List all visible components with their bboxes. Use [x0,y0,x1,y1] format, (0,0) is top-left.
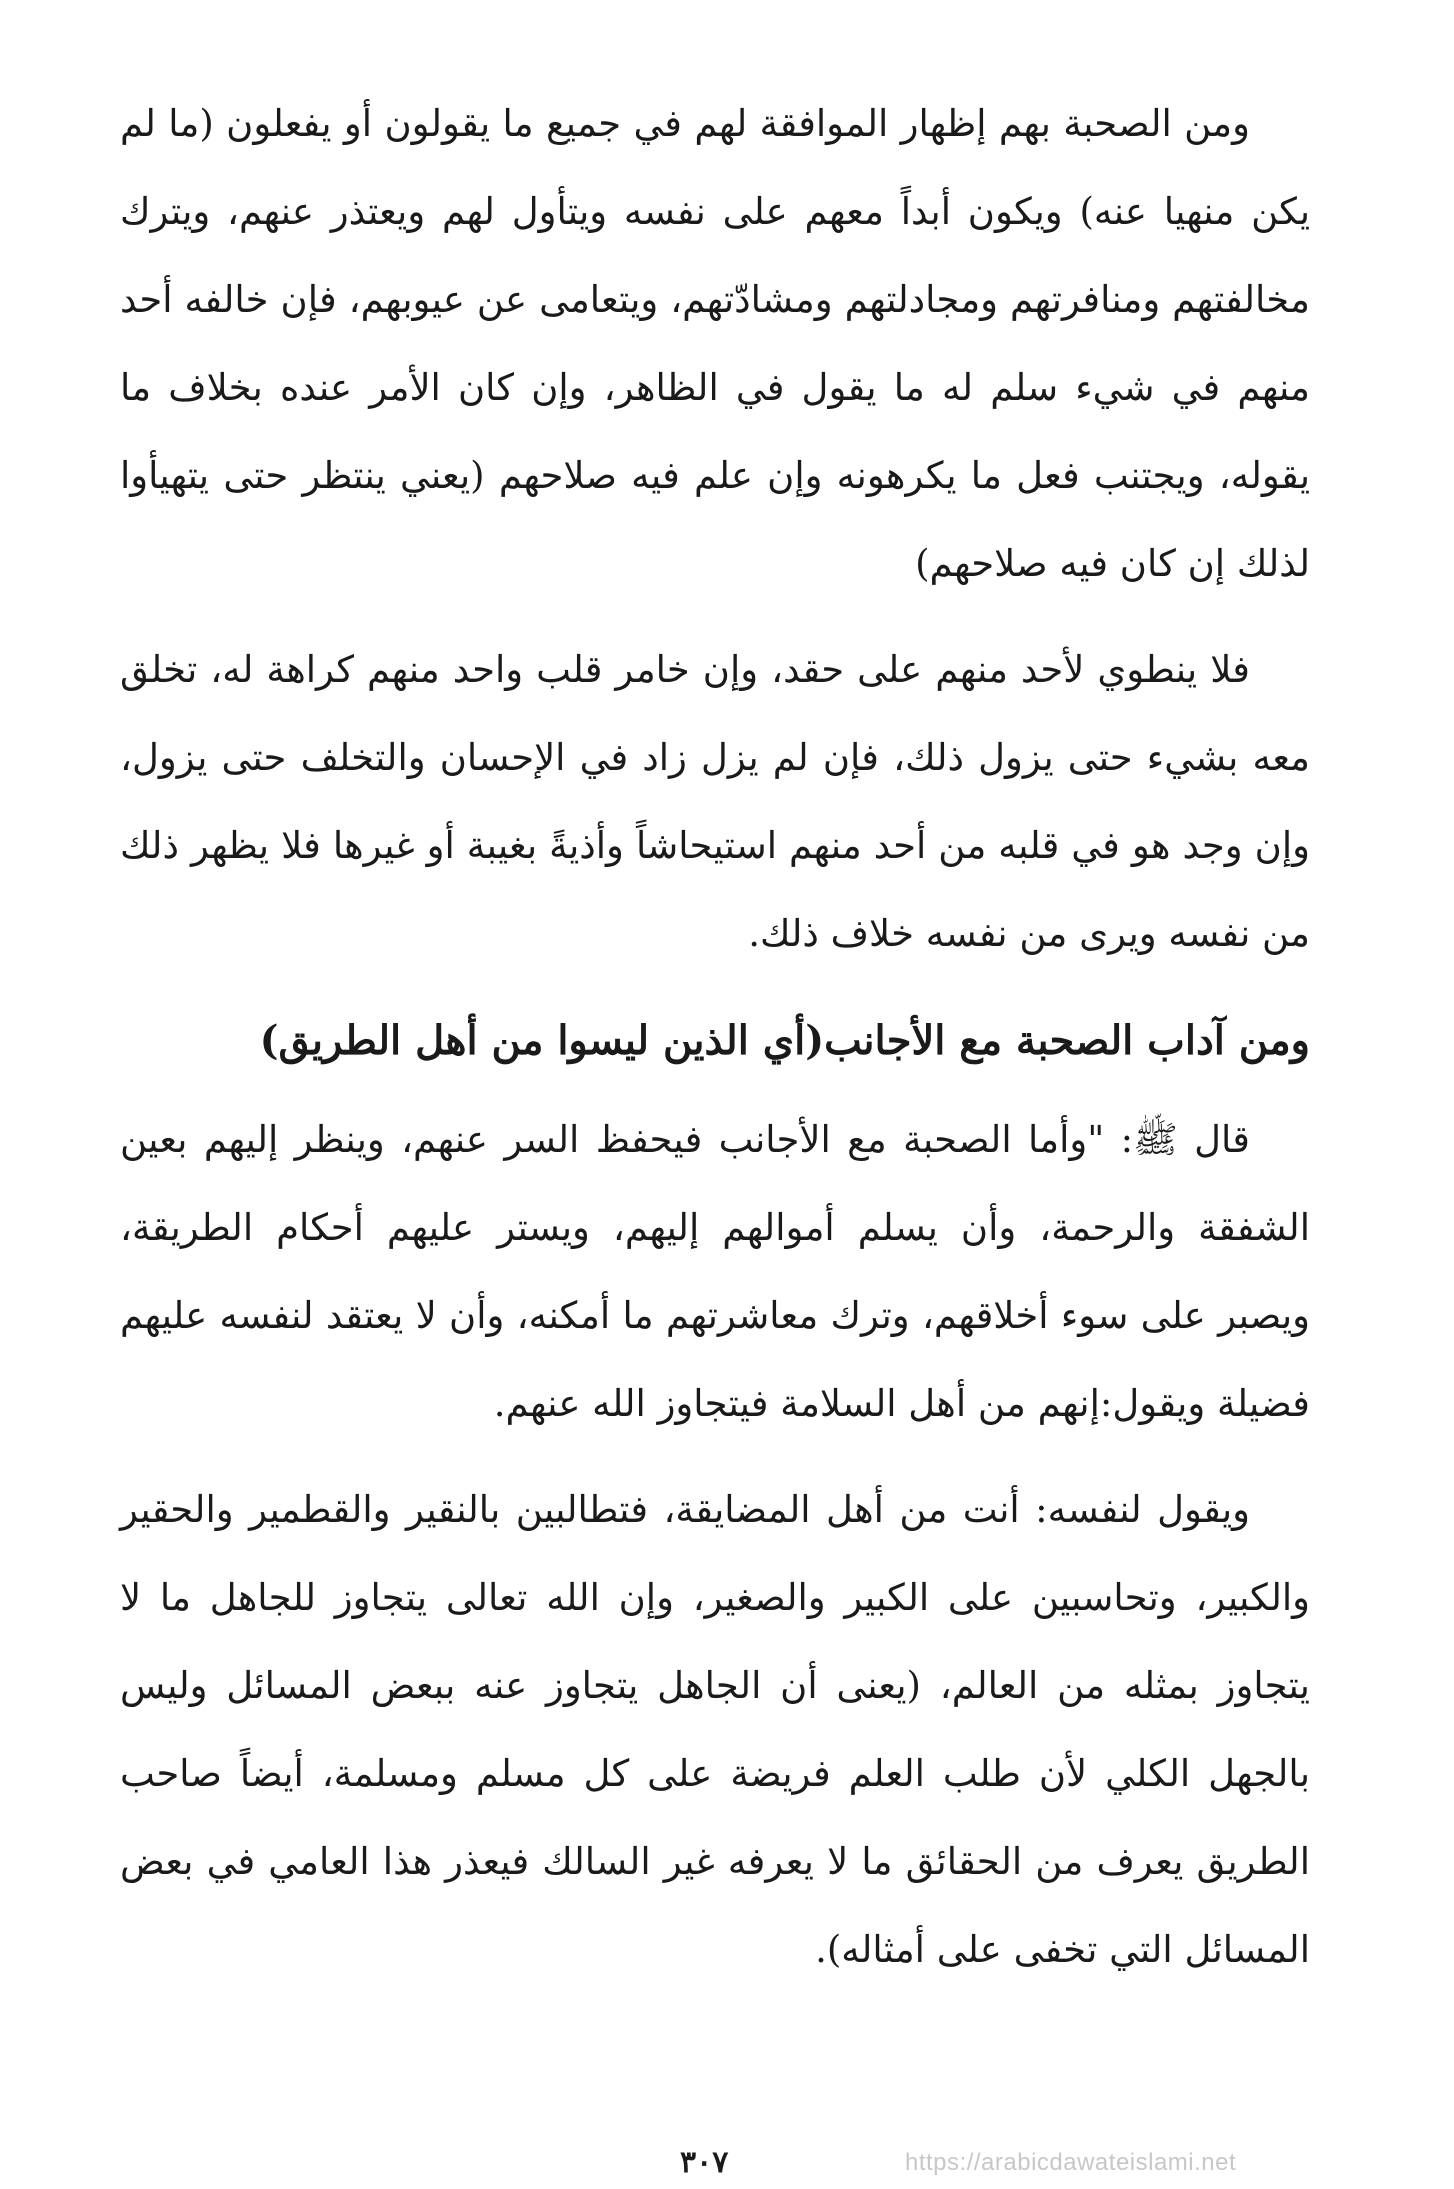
paragraph-4: ويقول لنفسه: أنت من أهل المضايقة، فتطالبين بالنقير والقطمير والحقير والكبير، وتحاسبين على الكبير والصغير، وإن الله تعالى يتجاوز للجاهل ما لا يتجاوز بمثله من العالم، (يعنى أن الجاهل يتجاوز عنه ببعض المسائل وليس بالجهل الكلي لأن طلب العلم فريضة على كل مسلم ومسلمة، أيضاً صاحب الطريق يعرف من الحقائق ما لا يعرفه غير السالك فيعذر هذا العامي في بعض المسائل التي تخفى على أمثاله). [120,1488,1310,1971]
paragraph-3: قال ﷺ: "وأما الصحبة مع الأجانب فيحفظ السر عنهم، وينظر إليهم بعين الشفقة والرحمة، وأن يسلم أموالهم إليهم، ويستر عليهم أحكام الطريقة، ويصبر على سوء أخلاقهم، وترك معاشرتهم ما أمكنه، وأن لا يعتقد لنفسه عليهم فضيلة ويقول:إنهم من أهل السلامة فيتجاوز الله عنهم. [120,1118,1310,1425]
page-number: ٣٠٧ [680,2145,729,2180]
paragraph-1: ومن الصحبة بهم إظهار الموافقة لهم في جميع ما يقولون أو يفعلون (ما لم يكن منهيا عنه) ويكون أبداً معهم على نفسه ويتأول لهم ويعتذر عنهم، ويترك مخالفتهم ومنافرتهم ومجادلتهم ومشادّتهم، ويتعامى عن عيوبهم، فإن خالفه أحد منهم في شيء سلم له ما يقول في الظاهر، وإن كان الأمر عنده بخلاف ما يقوله، ويجتنب فعل ما يكرهونه وإن علم فيه صلاحهم (يعني ينتظر حتى يتهيأوا لذلك إن كان فيه صلاحهم) [120,102,1310,585]
section-heading: ومن آداب الصحبة مع الأجانب(أي الذين ليسوا من أهل الطريق) [259,1017,1310,1064]
page-footer [0,2145,1454,2185]
paragraph-2: فلا ينطوي لأحد منهم على حقد، وإن خامر قلب واحد منهم كراهة له، تخلق معه بشيء حتى يزول ذلك، فإن لم يزل زاد في الإحسان والتخلف حتى يزول، وإن وجد هو في قلبه من أحد منهم استيحاشاً وأذيةً بغيبة أو غيرها فلا يظهر ذلك من نفسه ويرى من نفسه خلاف ذلك. [120,648,1310,955]
site-watermark: https://arabicdawateislami.net [905,2149,1237,2176]
document-page [120,80,1310,2012]
